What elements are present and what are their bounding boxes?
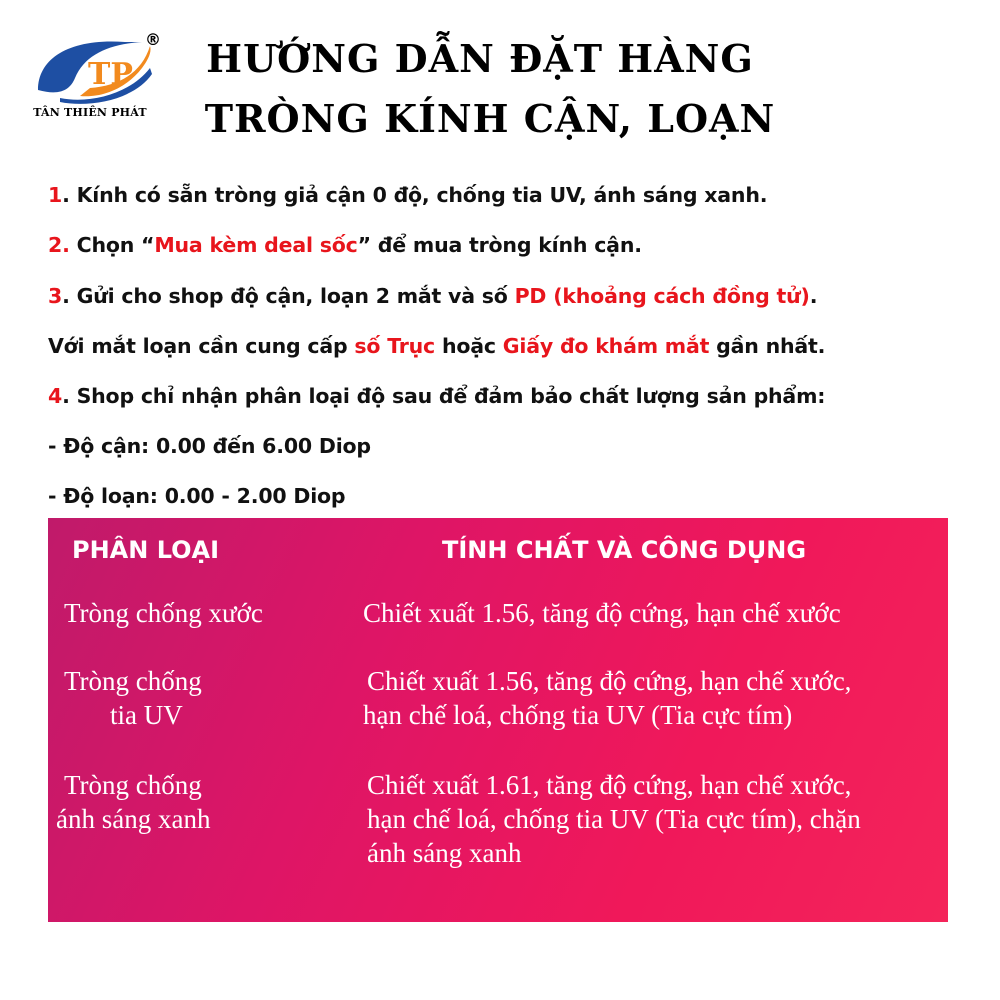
cell-line: Chiết xuất 1.61, tăng độ cứng, hạn chế xước, bbox=[367, 770, 852, 800]
table-header-features: TÍNH CHẤT VÀ CÔNG DỤNG bbox=[442, 536, 807, 564]
instruction-text: . Kính có sẵn tròng giả cận 0 độ, chống tia UV, ánh sáng xanh. bbox=[62, 183, 768, 207]
instruction-text: hoặc bbox=[435, 334, 503, 358]
registered-mark: ® bbox=[145, 30, 161, 49]
logo-initials: TP bbox=[88, 57, 133, 92]
cell-line: Tròng chống xước bbox=[64, 598, 263, 628]
table-cell-desc bbox=[363, 596, 841, 630]
brand-name: TÂN THIÊN PHÁT bbox=[33, 106, 147, 119]
logo-emblem bbox=[30, 28, 160, 108]
table-cell-type bbox=[64, 596, 263, 630]
spec-myopia: - Độ cận: 0.00 đến 6.00 Diop bbox=[48, 434, 371, 458]
step-number: 1 bbox=[48, 183, 63, 207]
spec-astigmatism: - Độ loạn: 0.00 - 2.00 Diop bbox=[48, 484, 346, 508]
cell-line: hạn chế loá, chống tia UV (Tia cực tím), chặn bbox=[367, 804, 861, 834]
highlight-text: Mua kèm deal sốc bbox=[154, 233, 358, 257]
step-number: 2. bbox=[48, 233, 70, 257]
highlight-text: Giấy đo khám mắt bbox=[502, 334, 710, 358]
table-cell-desc bbox=[367, 768, 861, 870]
cell-line: ánh sáng xanh bbox=[56, 804, 211, 834]
table-header-type: PHÂN LOẠI bbox=[72, 536, 220, 564]
step-number: 3 bbox=[48, 284, 63, 308]
instruction-text: . Shop chỉ nhận phân loại độ sau để đảm bảo chất lượng sản phẩm: bbox=[62, 384, 826, 408]
page-title-line1: HƯỚNG DẪN ĐẶT HÀNG bbox=[206, 36, 754, 81]
cell-line: ánh sáng xanh bbox=[367, 838, 522, 868]
instruction-text: Chọn “ bbox=[69, 233, 155, 257]
table-cell-desc bbox=[363, 664, 851, 732]
instruction-4 bbox=[48, 384, 825, 408]
cell-line: Chiết xuất 1.56, tăng độ cứng, hạn chế xước, bbox=[367, 666, 852, 696]
instruction-text: Với mắt loạn cần cung cấp bbox=[48, 334, 355, 358]
highlight-text: PD (khoảng cách đồng tử) bbox=[514, 284, 810, 308]
table-cell-type bbox=[64, 664, 202, 732]
instruction-text: gần nhất. bbox=[709, 334, 826, 358]
instruction-text: . Gửi cho shop độ cận, loạn 2 mắt và số bbox=[62, 284, 515, 308]
instruction-1 bbox=[48, 183, 767, 207]
instruction-2 bbox=[48, 233, 642, 257]
cell-line: hạn chế loá, chống tia UV (Tia cực tím) bbox=[363, 700, 793, 730]
instruction-3-note bbox=[48, 334, 825, 358]
table-cell-type bbox=[56, 768, 211, 836]
instruction-3 bbox=[48, 284, 817, 308]
brand-logo bbox=[30, 28, 170, 138]
cell-line: Tròng chống bbox=[64, 770, 202, 800]
cell-line: tia UV bbox=[110, 700, 183, 730]
instruction-text: . bbox=[809, 284, 818, 308]
page-title-line2: TRÒNG KÍNH CẬN, LOẠN bbox=[204, 96, 776, 141]
highlight-text: số Trục bbox=[354, 334, 436, 358]
cell-line: Chiết xuất 1.56, tăng độ cứng, hạn chế xước bbox=[363, 598, 841, 628]
step-number: 4 bbox=[48, 384, 63, 408]
instruction-text: ” để mua tròng kính cận. bbox=[357, 233, 642, 257]
cell-line: Tròng chống bbox=[64, 666, 202, 696]
